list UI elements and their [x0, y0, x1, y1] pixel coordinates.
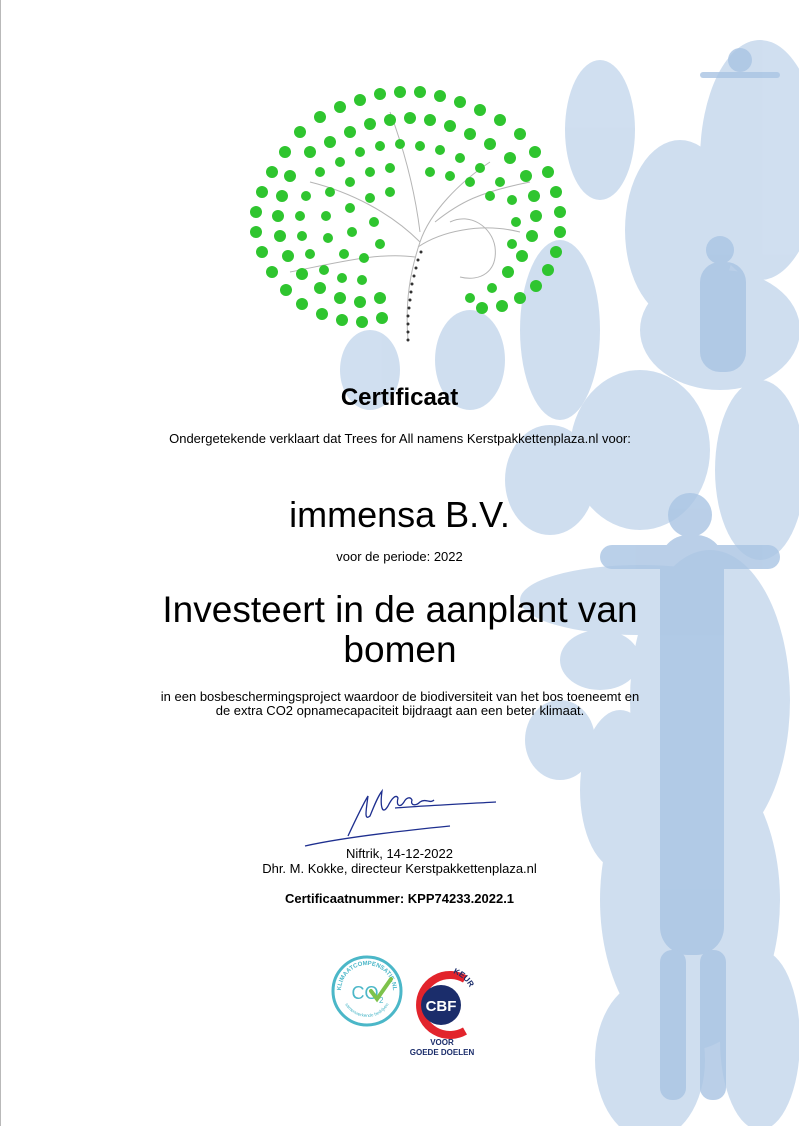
climate-compensation-logo: [331, 955, 403, 1027]
headline: Investeert in de aanplant van bomen: [162, 589, 638, 670]
cbf-line-1: VOOR: [430, 1038, 454, 1047]
signature-place-date: Niftrik, 14-12-2022: [346, 846, 453, 861]
co2-subscript: 2: [379, 996, 384, 1005]
climate-ring-text: KLIMAATCOMPENSATIE.NL: [336, 960, 398, 991]
certificate-number: Certificaatnummer: KPP74233.2022.1: [284, 891, 515, 906]
climate-bottom-text: samenwerkende bedrijven: [344, 1002, 390, 1019]
period-text: voor de periode: 2022: [336, 549, 463, 564]
intro-text: Ondergetekende verklaart dat Trees for All namens Kerstpakkettenplaza.nl voor:: [169, 431, 631, 446]
cbf-line-2: GOEDE DOELEN: [409, 1048, 475, 1057]
co2-text: CO: [351, 983, 379, 1003]
cbf-keur-text: KEUR: [452, 966, 476, 989]
signatory: Dhr. M. Kokke, directeur Kerstpakkettenplaza.nl: [262, 861, 537, 876]
recipient-name: immensa B.V.: [289, 494, 510, 535]
cbf-mark: CBF: [425, 998, 457, 1015]
tree-illustration: [230, 72, 580, 352]
signature: [300, 776, 500, 856]
certificate-title: Certificaat: [340, 384, 459, 411]
description: in een bosbeschermingsproject waardoor de biodiversiteit van het bos toeneemt en de extra CO2 opnamecapaciteit bijdraagt aan een beter klimaat.: [160, 689, 640, 718]
